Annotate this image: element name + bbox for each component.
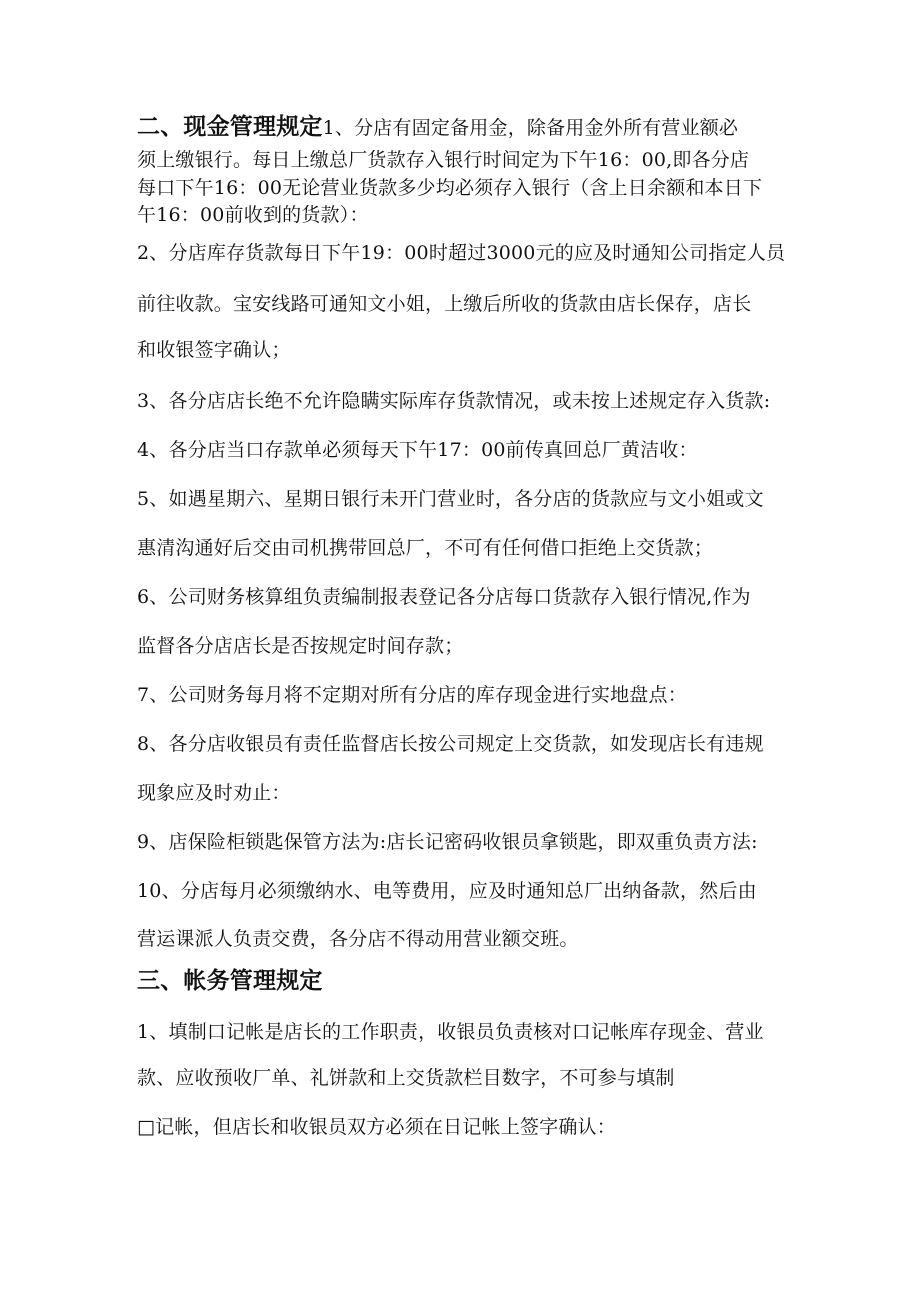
section2-item3: 3、各分店店长绝不允许隐瞒实际库存货款情况，或未按上述规定存入货款:	[137, 391, 771, 412]
section2-item1-line1: 1、分店有固定备用金，除备用金外所有营业额必	[322, 117, 739, 139]
section2-item4: 4、各分店当口存款单必须每天下午17：00前传真回总厂黄洁收：	[137, 440, 698, 461]
section2-heading: 二、现金管理规定	[137, 114, 323, 140]
section2-item2-line2: 前往收款。宝安线路可通知文小姐，上缴后所收的货款由店长保存，店长	[137, 294, 752, 315]
section2-item2-line1: 2、分店库存货款每日下午19：00时超过3000元的应及时通知公司指定人员	[137, 243, 786, 264]
section2-item1-line2: 须上缴银行。每日上缴总厂货款存入银行时间定为下午16：00,即各分店	[137, 150, 750, 171]
section2-item6-line1: 6、公司财务核算组负责编制报表登记各分店每口货款存入银行情况,作为	[137, 587, 751, 608]
section2-item9: 9、店保险柜锁匙保管方法为:店长记密码收银员拿锁匙，即双重负责方法:	[137, 832, 758, 853]
section2-item8-line2: 现象应及时劝止：	[137, 783, 291, 804]
section2-item1-line4: 午16：00前收到的货款）：	[137, 205, 369, 226]
section2-item1-line3: 每口下午16：00无论营业货款多少均必须存入银行（含上日余额和本日下	[137, 178, 763, 199]
section3-item1-line2: 款、应收预收厂单、礼饼款和上交货款栏目数字，不可参与填制	[137, 1068, 675, 1089]
section2-item8-line1: 8、各分店收银员有责任监督店长按公司规定上交货款，如发现店长有违规	[137, 734, 764, 755]
section2-item5-line1: 5、如遇星期六、星期日银行未开门营业时，各分店的货款应与文小姐或文	[137, 489, 764, 510]
section2-item10-line1: 10、分店每月必须缴纳水、电等费用，应及时通知总厂出纳备款，然后由	[137, 881, 757, 902]
section2-item10-line2: 营运课派人负责交费，各分店不得动用营业额交班。	[137, 929, 579, 950]
section2-item7: 7、公司财务每月将不定期对所有分店的库存现金进行实地盘点：	[137, 685, 687, 706]
section2-item2-line3: 和收银签字确认；	[137, 340, 291, 361]
section3-item1-line1: 1、填制口记帐是店长的工作职责，收银员负责核对口记帐库存现金、营业	[137, 1022, 764, 1043]
section2-item5-line2: 惠清沟通好后交由司机携带回总厂，不可有任何借口拒绝上交货款；	[137, 538, 714, 559]
section2-item6-line2: 监督各分店店长是否按规定时间存款；	[137, 636, 464, 657]
section3-heading: 三、帐务管理规定	[137, 968, 323, 994]
section3-item1-line3: □记帐，但店长和收银员双方必须在日记帐上签字确认：	[137, 1117, 616, 1138]
section2-first-line	[137, 114, 787, 140]
